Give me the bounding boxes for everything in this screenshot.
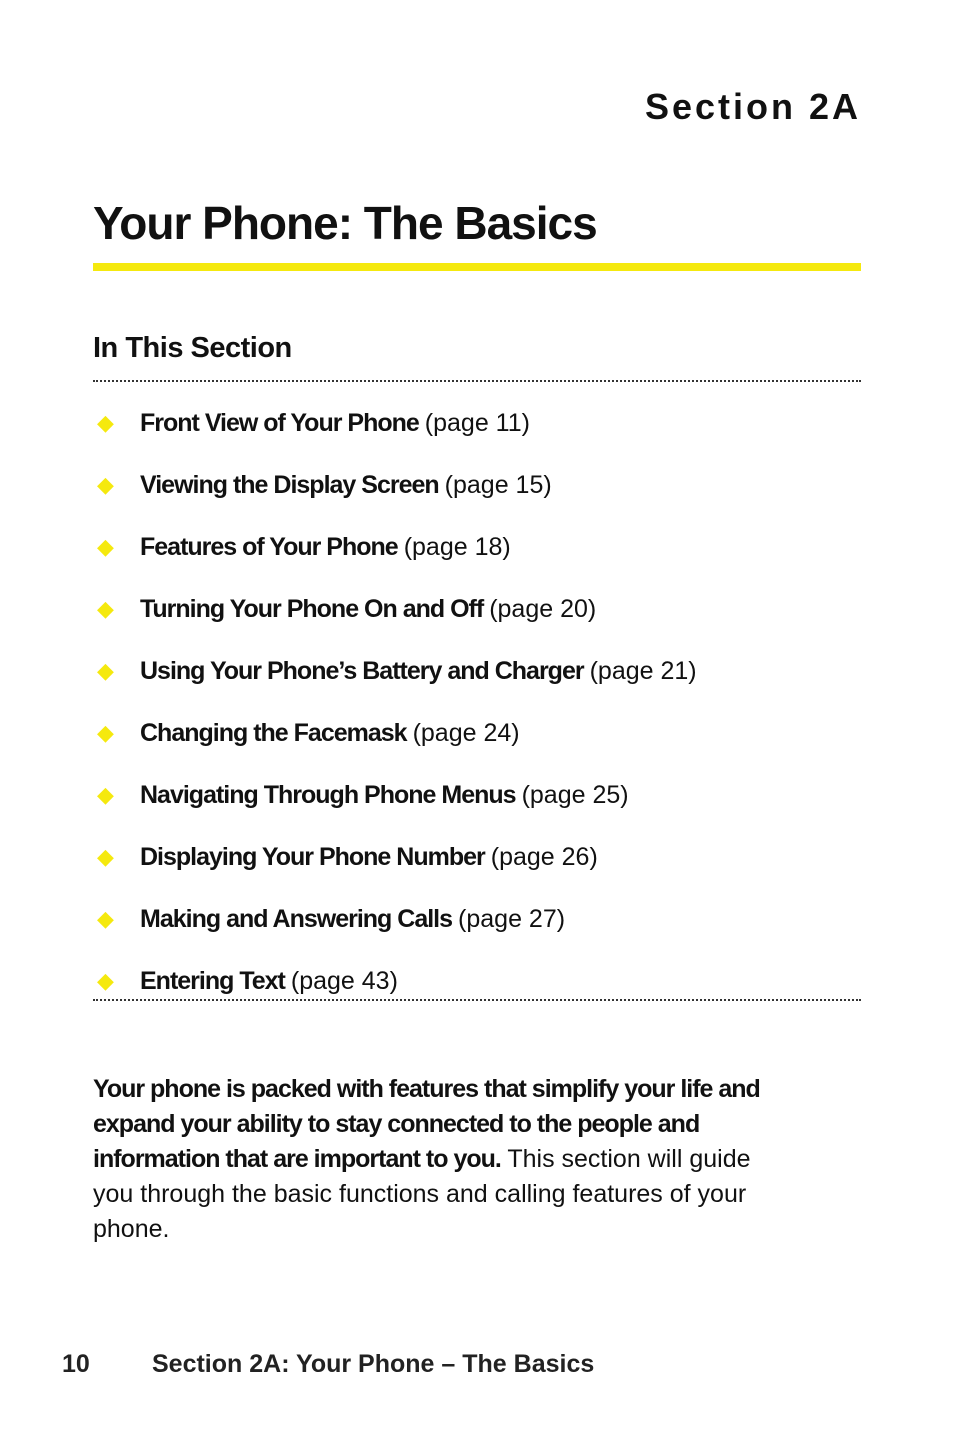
- toc-item[interactable]: [93, 826, 861, 888]
- toc-item-page: (page 24): [412, 718, 520, 747]
- toc-item-title: Navigating Through Phone Menus: [140, 780, 516, 809]
- toc-divider-bottom: [93, 999, 861, 1001]
- toc-item-page: (page 18): [403, 532, 511, 561]
- toc-item-page: (page 20): [489, 594, 597, 623]
- page-title: Your Phone: The Basics: [93, 197, 597, 249]
- title-underline: [93, 263, 861, 271]
- toc-item-title: Front View of Your Phone: [140, 408, 419, 437]
- page-number: 10: [62, 1350, 90, 1378]
- toc-item[interactable]: [93, 578, 861, 640]
- running-title: Section 2A: Your Phone – The Basics: [152, 1350, 595, 1378]
- toc-item-title: Using Your Phone’s Battery and Charger: [140, 656, 584, 685]
- toc-heading: In This Section: [93, 332, 292, 364]
- toc-item-title: Viewing the Display Screen: [140, 470, 439, 499]
- toc-item-page: (page 26): [490, 842, 598, 871]
- toc-item-page: (page 43): [290, 966, 398, 995]
- section-label: Section 2A: [644, 86, 861, 127]
- toc-item[interactable]: [93, 764, 861, 826]
- diamond-bullet-icon: ◆: [97, 596, 114, 621]
- diamond-bullet-icon: ◆: [97, 534, 114, 559]
- toc-item[interactable]: [93, 702, 861, 764]
- toc-item[interactable]: [93, 454, 861, 516]
- toc-item-title: Displaying Your Phone Number: [140, 842, 485, 871]
- diamond-bullet-icon: ◆: [97, 968, 114, 993]
- toc-item[interactable]: [93, 888, 861, 950]
- diamond-bullet-icon: ◆: [97, 720, 114, 745]
- diamond-bullet-icon: ◆: [97, 658, 114, 683]
- intro-paragraph: [93, 1072, 793, 1247]
- toc-item-page: (page 25): [521, 780, 629, 809]
- toc-item-page: (page 27): [458, 904, 566, 933]
- diamond-bullet-icon: ◆: [97, 472, 114, 497]
- diamond-bullet-icon: ◆: [97, 410, 114, 435]
- toc-item-title: Features of Your Phone: [140, 532, 398, 561]
- toc-item[interactable]: [93, 392, 861, 454]
- page-footer: [62, 1350, 594, 1379]
- toc-list: [93, 392, 861, 1012]
- intro-bold-text: Your phone is packed with features that simplify your life and expand your ability to stay connected to the people and information that are important to you.: [93, 1075, 760, 1173]
- toc-divider-top: [93, 380, 861, 382]
- diamond-bullet-icon: ◆: [97, 844, 114, 869]
- intro-normal-text: This section will guide you through the basic functions and calling features of your phone.: [93, 1145, 751, 1243]
- toc-item[interactable]: [93, 640, 861, 702]
- toc-item[interactable]: [93, 950, 861, 1012]
- diamond-bullet-icon: ◆: [97, 782, 114, 807]
- toc-item-page: (page 21): [589, 656, 697, 685]
- toc-item-title: Making and Answering Calls: [140, 904, 453, 933]
- toc-item-page: (page 15): [444, 470, 552, 499]
- toc-item-title: Entering Text: [140, 966, 285, 995]
- toc-item-title: Turning Your Phone On and Off: [140, 594, 484, 623]
- diamond-bullet-icon: ◆: [97, 906, 114, 931]
- toc-item[interactable]: [93, 516, 861, 578]
- toc-item-page: (page 11): [424, 408, 530, 437]
- toc-item-title: Changing the Facemask: [140, 718, 407, 747]
